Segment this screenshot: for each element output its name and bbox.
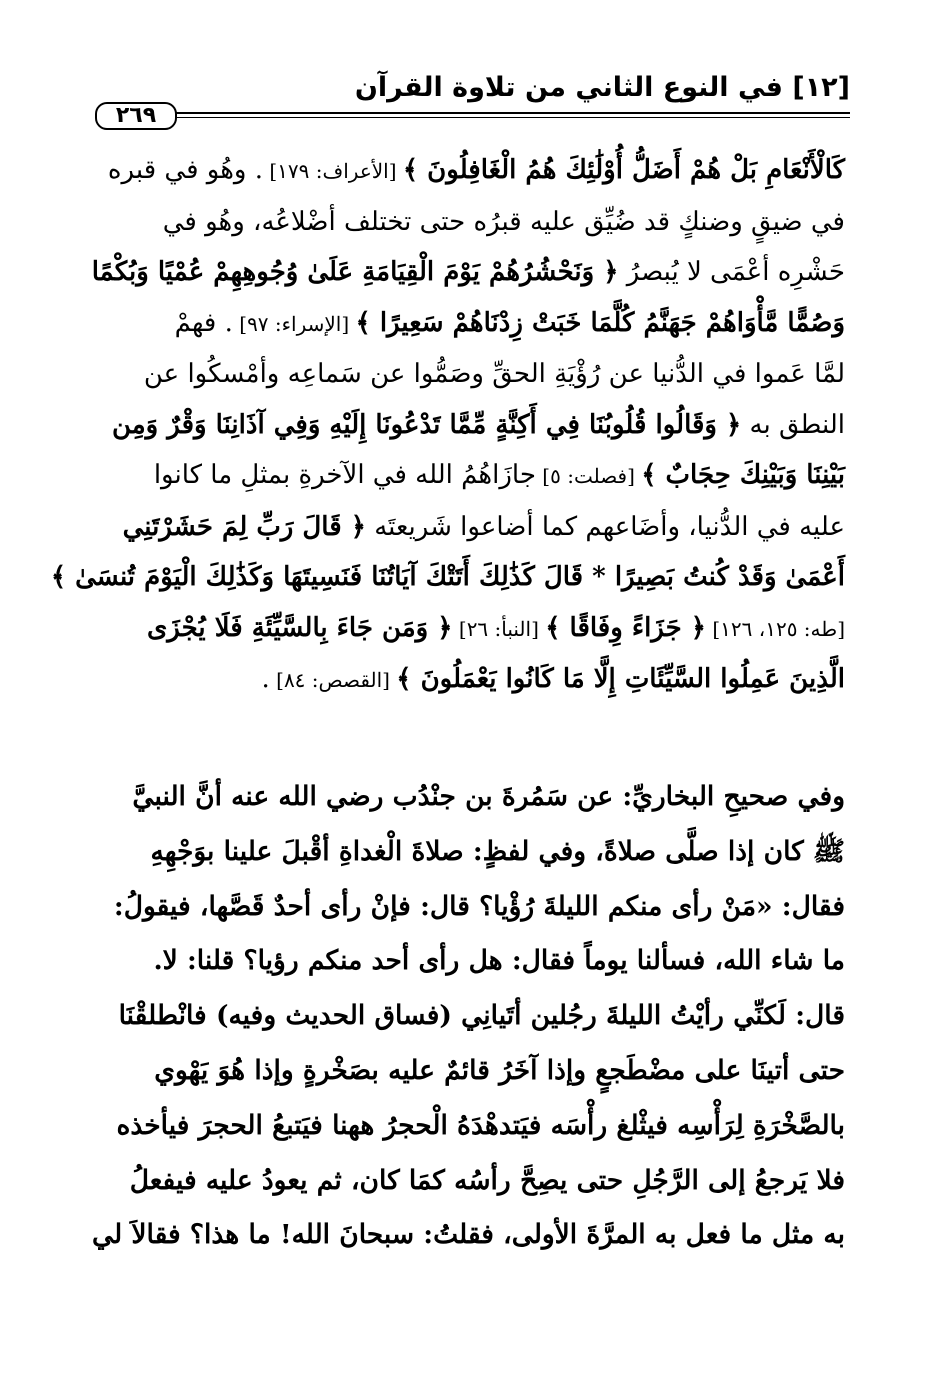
quran-verse: أَعْمَىٰ وَقَدْ كُنتُ بَصِيرًا * قَالَ كَذَٰلِكَ أَتَتْكَ آيَاتُنَا فَنَسِيتَهَا وَكَذَٰلِكَ الْيَوْمَ تُنسَىٰ ﴾ bbox=[50, 562, 845, 592]
text-line bbox=[90, 400, 845, 451]
page-number-badge bbox=[95, 102, 177, 130]
text-line: فلا يَرجعُ إلى الرَّجُلِ حتى يصِحَّ رأسُه كمَا كان، ثم يعودُ عليه فيفعلُ bbox=[129, 1164, 845, 1196]
page-header bbox=[95, 70, 850, 126]
verse-reference: [طه: ١٢٥، ١٢٦] bbox=[706, 616, 845, 641]
verse-reference: [الإسراء: ٩٧] bbox=[232, 311, 356, 336]
text-segment: عليه في الدُّنيا، وأضَاعهم كما أضاعوا شَريعتَه bbox=[365, 511, 845, 542]
paragraph-quran-commentary bbox=[50, 145, 845, 706]
quran-verse: ﴿ وَمَن جَاءَ بِالسَّيِّئَةِ فَلَا يُجْزَى bbox=[146, 612, 453, 643]
quran-verse: كَالْأَنْعَامِ بَلْ هُمْ أَضَلُّ أُوْلَٰئِكَ هُمُ الْغَافِلُونَ ﴾ bbox=[402, 155, 845, 185]
text-line bbox=[90, 298, 845, 350]
text-line: وفي صحيحِ البخاريِّ: عن سَمُرةَ بن جنْدُب رضي الله عنه أنَّ النبيَّ bbox=[132, 781, 845, 812]
paragraph-hadith bbox=[90, 770, 845, 1263]
text-segment: جازَاهُمُ الله في الآخرةِ بمثلِ ما كانوا bbox=[153, 460, 536, 490]
quran-verse: بَيْنِنَا وَبَيْنِكَ حِجَابٌ ﴾ bbox=[641, 460, 845, 490]
text-segment: النطق به bbox=[741, 409, 845, 440]
text-segment: في ضيقٍ وضنكٍ قد ضُيِّق عليه قبرُه حتى تختلف أضْلاعُه، وهُو في bbox=[162, 206, 845, 237]
text-line bbox=[90, 349, 845, 400]
text-line bbox=[90, 654, 845, 706]
text-line: بالصَّخْرَةِ لِرَأْسِه فيثْلغ رأْسَه فيَتدهْدَهُ الْحجرُ ههنا فيَتبعُ الحجرَ فيأخذه bbox=[116, 1109, 845, 1141]
text-segment: . وهُو في قبره bbox=[107, 155, 263, 185]
text-segment: لمَّا عَموا في الدُّنيا عن رُؤْيَةِ الحقِّ وصَمُّوا عن سَماعِه وأمْسكُوا عن bbox=[143, 359, 845, 389]
text-line: به مثل ما فعل به المرَّةَ الأولى، فقلتُ: سبحانَ الله! ما هذا؟ فقالاَ لي bbox=[92, 1219, 845, 1251]
quran-verse: ﴿ وَقَالُوا قُلُوبُنَا فِي أَكِنَّةٍ مِّمَّا تَدْعُونَا إِلَيْهِ وَفِي آذَانِنَا وَقْرٌ وَمِن bbox=[111, 409, 742, 440]
text-line: فقال: «مَنْ رأى منكم الليلةَ رُؤْيا؟ قال: فإنْ رأى أحدٌ قَصَّها، فيقولُ: bbox=[113, 890, 845, 922]
quran-verse: ﴿ قَالَ رَبِّ لِمَ حَشَرْتَنِي bbox=[122, 511, 366, 542]
text-segment: . bbox=[261, 664, 270, 694]
verse-reference: [فصلت: ٥] bbox=[535, 464, 642, 488]
text-line bbox=[90, 247, 845, 298]
text-line bbox=[90, 145, 845, 197]
verse-reference: [النبأ: ٢٦] bbox=[452, 616, 546, 641]
quran-verse: ﴿ جَزَاءً وِفَاقًا ﴾ bbox=[545, 612, 706, 643]
text-line bbox=[50, 552, 845, 603]
text-line: ما شاء الله، فسألنا يوماً فقال: هل رأى أحد منكم رؤيا؟ قلنا: لا. bbox=[153, 945, 845, 977]
text-segment: . فهمْ bbox=[174, 307, 233, 338]
text-line: قال: لَكنِّي رأيْتُ الليلةَ رجُلين أتَيانِي (فساق الحديث وفيه) فانْطلقْنَا bbox=[118, 1000, 845, 1032]
quran-verse: وَصُمًّا مَّأْوَاهُمْ جَهَنَّمُ كُلَّمَا خَبَتْ زِدْنَاهُمْ سَعِيرًا ﴾ bbox=[355, 307, 845, 338]
page-number: ٢٦٩ bbox=[115, 103, 157, 128]
quran-verse: الَّذِينَ عَمِلُوا السَّيِّئَاتِ إِلَّا مَا كَانُوا يَعْمَلُونَ ﴾ bbox=[396, 664, 845, 694]
text-line bbox=[90, 450, 845, 502]
quran-verse: ﴿ وَنَحْشُرُهُمْ يَوْمَ الْقِيَامَةِ عَلَىٰ وُجُوهِهِمْ عُمْيًا وَبُكْمًا bbox=[91, 257, 619, 287]
text-segment: حَشْرِه أعْمَى لا يُبصرُ bbox=[618, 257, 845, 287]
header-rule-thin bbox=[175, 117, 850, 118]
running-title: [١٢] في النوع الثاني من تلاوة القرآن bbox=[354, 72, 850, 103]
header-rule bbox=[175, 112, 850, 114]
text-line bbox=[90, 603, 845, 655]
text-line: حتى أتينَا على مضْطَجعٍ وإذا آخَرُ قائمٌ عليه بصَخْرةٍ وإذا هُوَ يَهْوي bbox=[154, 1054, 845, 1086]
text-line bbox=[90, 197, 845, 248]
text-line bbox=[90, 502, 845, 553]
verse-reference: [الأعراف: ١٧٩] bbox=[263, 159, 403, 183]
verse-reference: [القصص: ٨٤] bbox=[269, 668, 397, 692]
text-line: ﷺ كان إذا صلَّى صلاةً، وفي لفظٍ: صلاةَ الْغداةِ أقْبلَ علينا بوَجْهِهِ bbox=[150, 835, 845, 867]
